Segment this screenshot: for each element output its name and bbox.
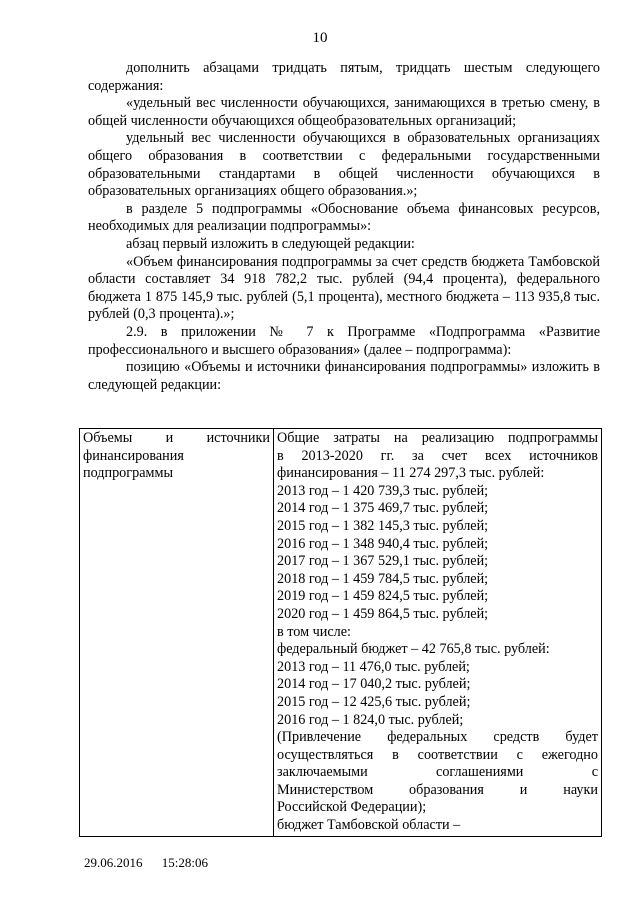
table-line: в 2013-2020 гг. за счет всех источников — [277, 447, 598, 464]
table-line: Общие затраты на реализацию подпрограммы — [277, 430, 598, 446]
document-body — [88, 60, 600, 394]
page-number: 10 — [312, 30, 328, 46]
table-line: Министерством образования и науки — [277, 781, 598, 798]
table-line: 2016 год – 1 348 940,4 тыс. рублей; — [277, 535, 489, 552]
paragraph: дополнить абзацами тридцать пятым, тридцать шестым следующего содержания: — [88, 60, 600, 94]
table-line: 2015 год – 1 382 145,3 тыс. рублей; — [277, 517, 489, 534]
paragraph: «Объем финансирования подпрограммы за счет средств бюджета Тамбовской области составляет 34 918 782,2 тыс. рублей (94,4 процента), федерального бюджета 1 875 145,9 тыс. рублей (5,1 процента), местного бюджета – 113 935,8 тыс. рублей (0,3 процента).»; — [88, 253, 600, 323]
table-cell-content — [274, 429, 602, 837]
table-line: 2020 год – 1 459 864,5 тыс. рублей; — [277, 605, 489, 622]
financing-table — [79, 428, 602, 837]
table-line: (Привлечение федеральных средств будет — [277, 729, 598, 746]
table-line: в том числе: — [277, 623, 351, 640]
paragraph: позицию «Объемы и источники финансирования подпрограммы» изложить в следующей редакции: — [88, 359, 600, 393]
table-line: федеральный бюджет – 42 765,8 тыс. рублей: — [277, 641, 550, 658]
table-line: 2013 год – 11 476,0 тыс. рублей; — [277, 658, 470, 675]
table-line: 2014 год – 1 375 469,7 тыс. рублей; — [277, 500, 489, 517]
table-line: 2014 год – 17 040,2 тыс. рублей; — [277, 676, 471, 693]
table-line: 2019 год – 1 459 824,5 тыс. рублей; — [277, 588, 489, 605]
table-line: бюджет Тамбовской области – — [277, 817, 461, 834]
table-line: 2018 год – 1 459 784,5 тыс. рублей; — [277, 570, 489, 587]
table-line: Российской Федерации); — [277, 799, 427, 816]
paragraph: абзац первый изложить в следующей редакции: — [126, 235, 415, 252]
table-row — [80, 429, 602, 837]
footer-time: 15:28:06 — [161, 855, 208, 870]
footer-date: 29.06.2016 — [84, 855, 143, 870]
table-line: 2015 год – 12 425,6 тыс. рублей; — [277, 693, 471, 710]
table-line: 2017 год – 1 367 529,1 тыс. рублей; — [277, 553, 489, 570]
footer-timestamp — [84, 855, 224, 871]
paragraph: «удельный вес численности обучающихся, занимающихся в третью смену, в общей численности обучающихся общеобразовательных организаций; — [88, 95, 600, 129]
financing-label: Объемы и источники финансирования подпрограммы — [83, 430, 270, 482]
paragraph: 2.9. в приложении № 7 к Программе «Подпрограмма «Развитие профессионального и высшего образования» (далее – подпрограмма): — [88, 323, 600, 358]
table-line: финансирования – 11 274 297,3 тыс. рублей: — [277, 465, 545, 482]
paragraph: в разделе 5 подпрограммы «Обоснование объема финансовых ресурсов, необходимых для реализации подпрограммы»: — [88, 200, 600, 235]
table-line: осуществляться в соответствии с ежегодно — [277, 746, 598, 763]
table-cell-label — [80, 429, 274, 837]
table-line: 2013 год – 1 420 739,3 тыс. рублей; — [277, 482, 489, 499]
table-line: заключаемыми соглашениями с — [277, 764, 598, 781]
table-line: 2016 год – 1 824,0 тыс. рублей; — [277, 711, 464, 728]
paragraph: удельный вес численности обучающихся в образовательных организациях общего образования в соответствии с федеральными государственными образовательными стандартами в общей численности обучающихся в образовательных организациях общего образования.»; — [88, 130, 600, 200]
